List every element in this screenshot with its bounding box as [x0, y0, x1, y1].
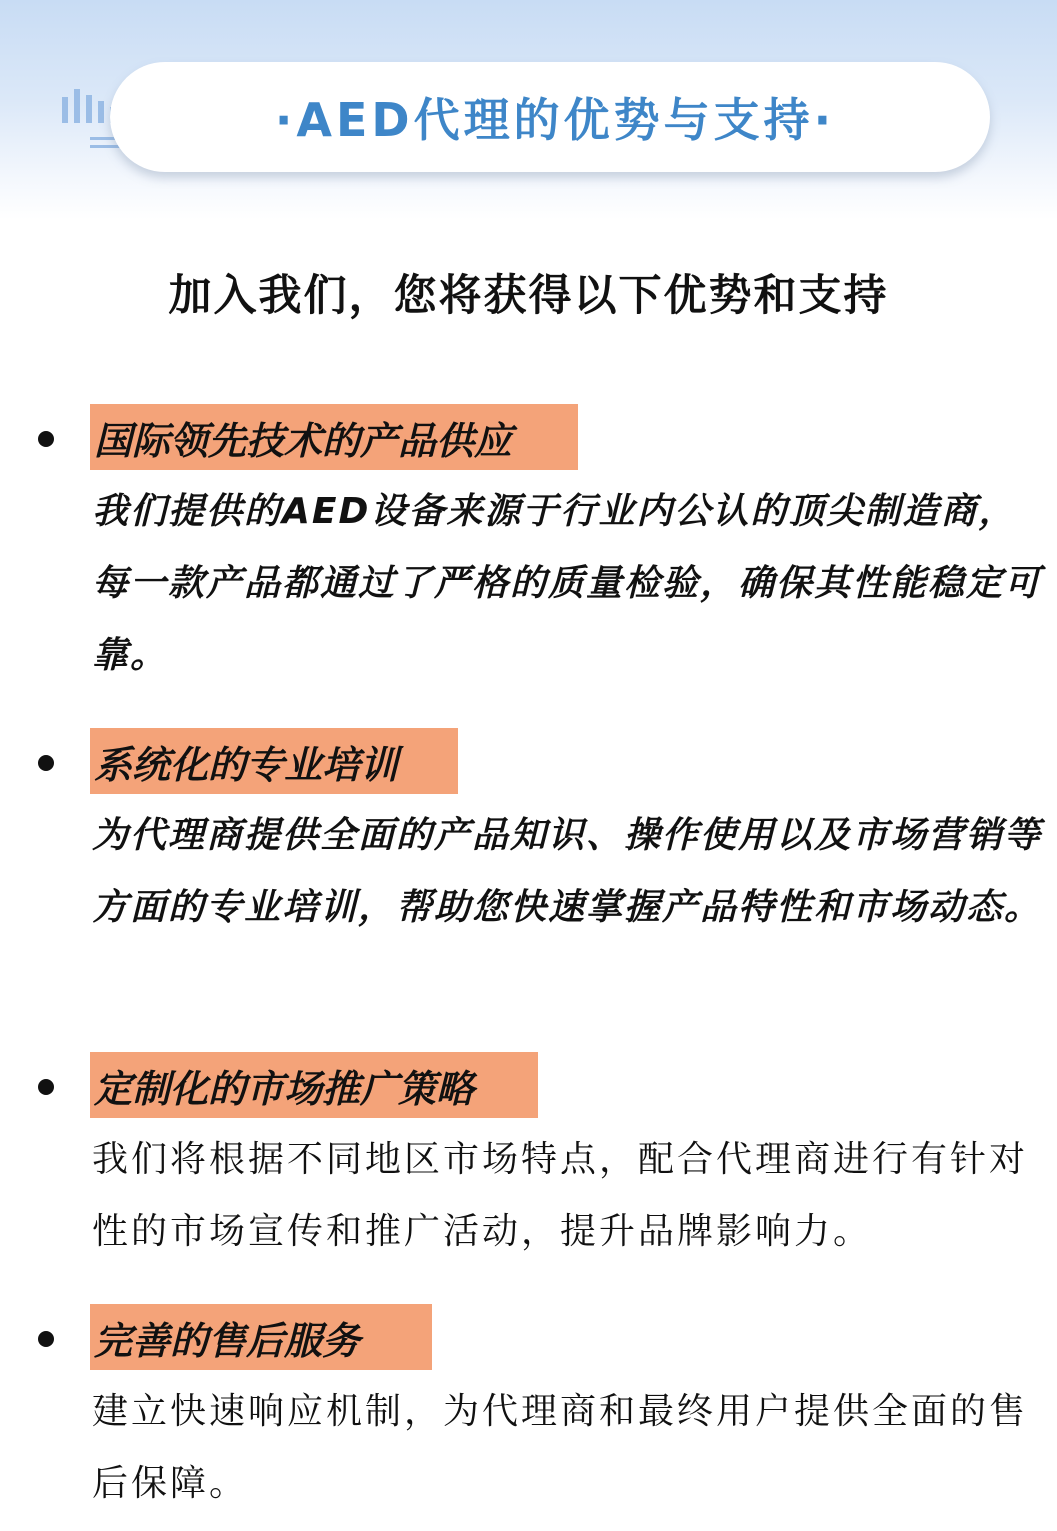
bullet-icon	[38, 431, 54, 447]
item-description: 我们将根据不同地区市场特点，配合代理商进行有针对性的市场宣传和推广活动，提升品牌影响力。	[92, 1139, 1029, 1252]
bullet-icon	[38, 1079, 54, 1095]
item-description: 我们提供的AED设备来源于行业内公认的顶尖制造商，每一款产品都通过了严格的质量检验，确保其性能稳定可靠。	[92, 491, 1043, 676]
item-heading: 完善的售后服务	[94, 1318, 361, 1363]
item-heading-tag	[90, 1052, 538, 1118]
subtitle: 加入我们，您将获得以下优势和支持	[168, 271, 889, 321]
item-heading: 系统化的专业培训	[94, 742, 399, 787]
title-banner	[110, 62, 990, 172]
item-description: 建立快速响应机制，为代理商和最终用户提供全面的售后保障。	[92, 1391, 1029, 1504]
item-heading-tag	[90, 728, 458, 794]
item-heading: 国际领先技术的产品供应	[94, 418, 513, 463]
item-heading-tag	[90, 404, 578, 470]
item-description: 为代理商提供全面的产品知识、操作使用以及市场营销等方面的专业培训，帮助您快速掌握产品特性和市场动态。	[92, 815, 1043, 928]
bullet-icon	[38, 1331, 54, 1347]
page-title: ·AED代理的优势与支持·	[274, 93, 836, 147]
bullet-icon	[38, 755, 54, 771]
item-heading-tag	[90, 1304, 432, 1370]
item-heading: 定制化的市场推广策略	[94, 1066, 475, 1111]
